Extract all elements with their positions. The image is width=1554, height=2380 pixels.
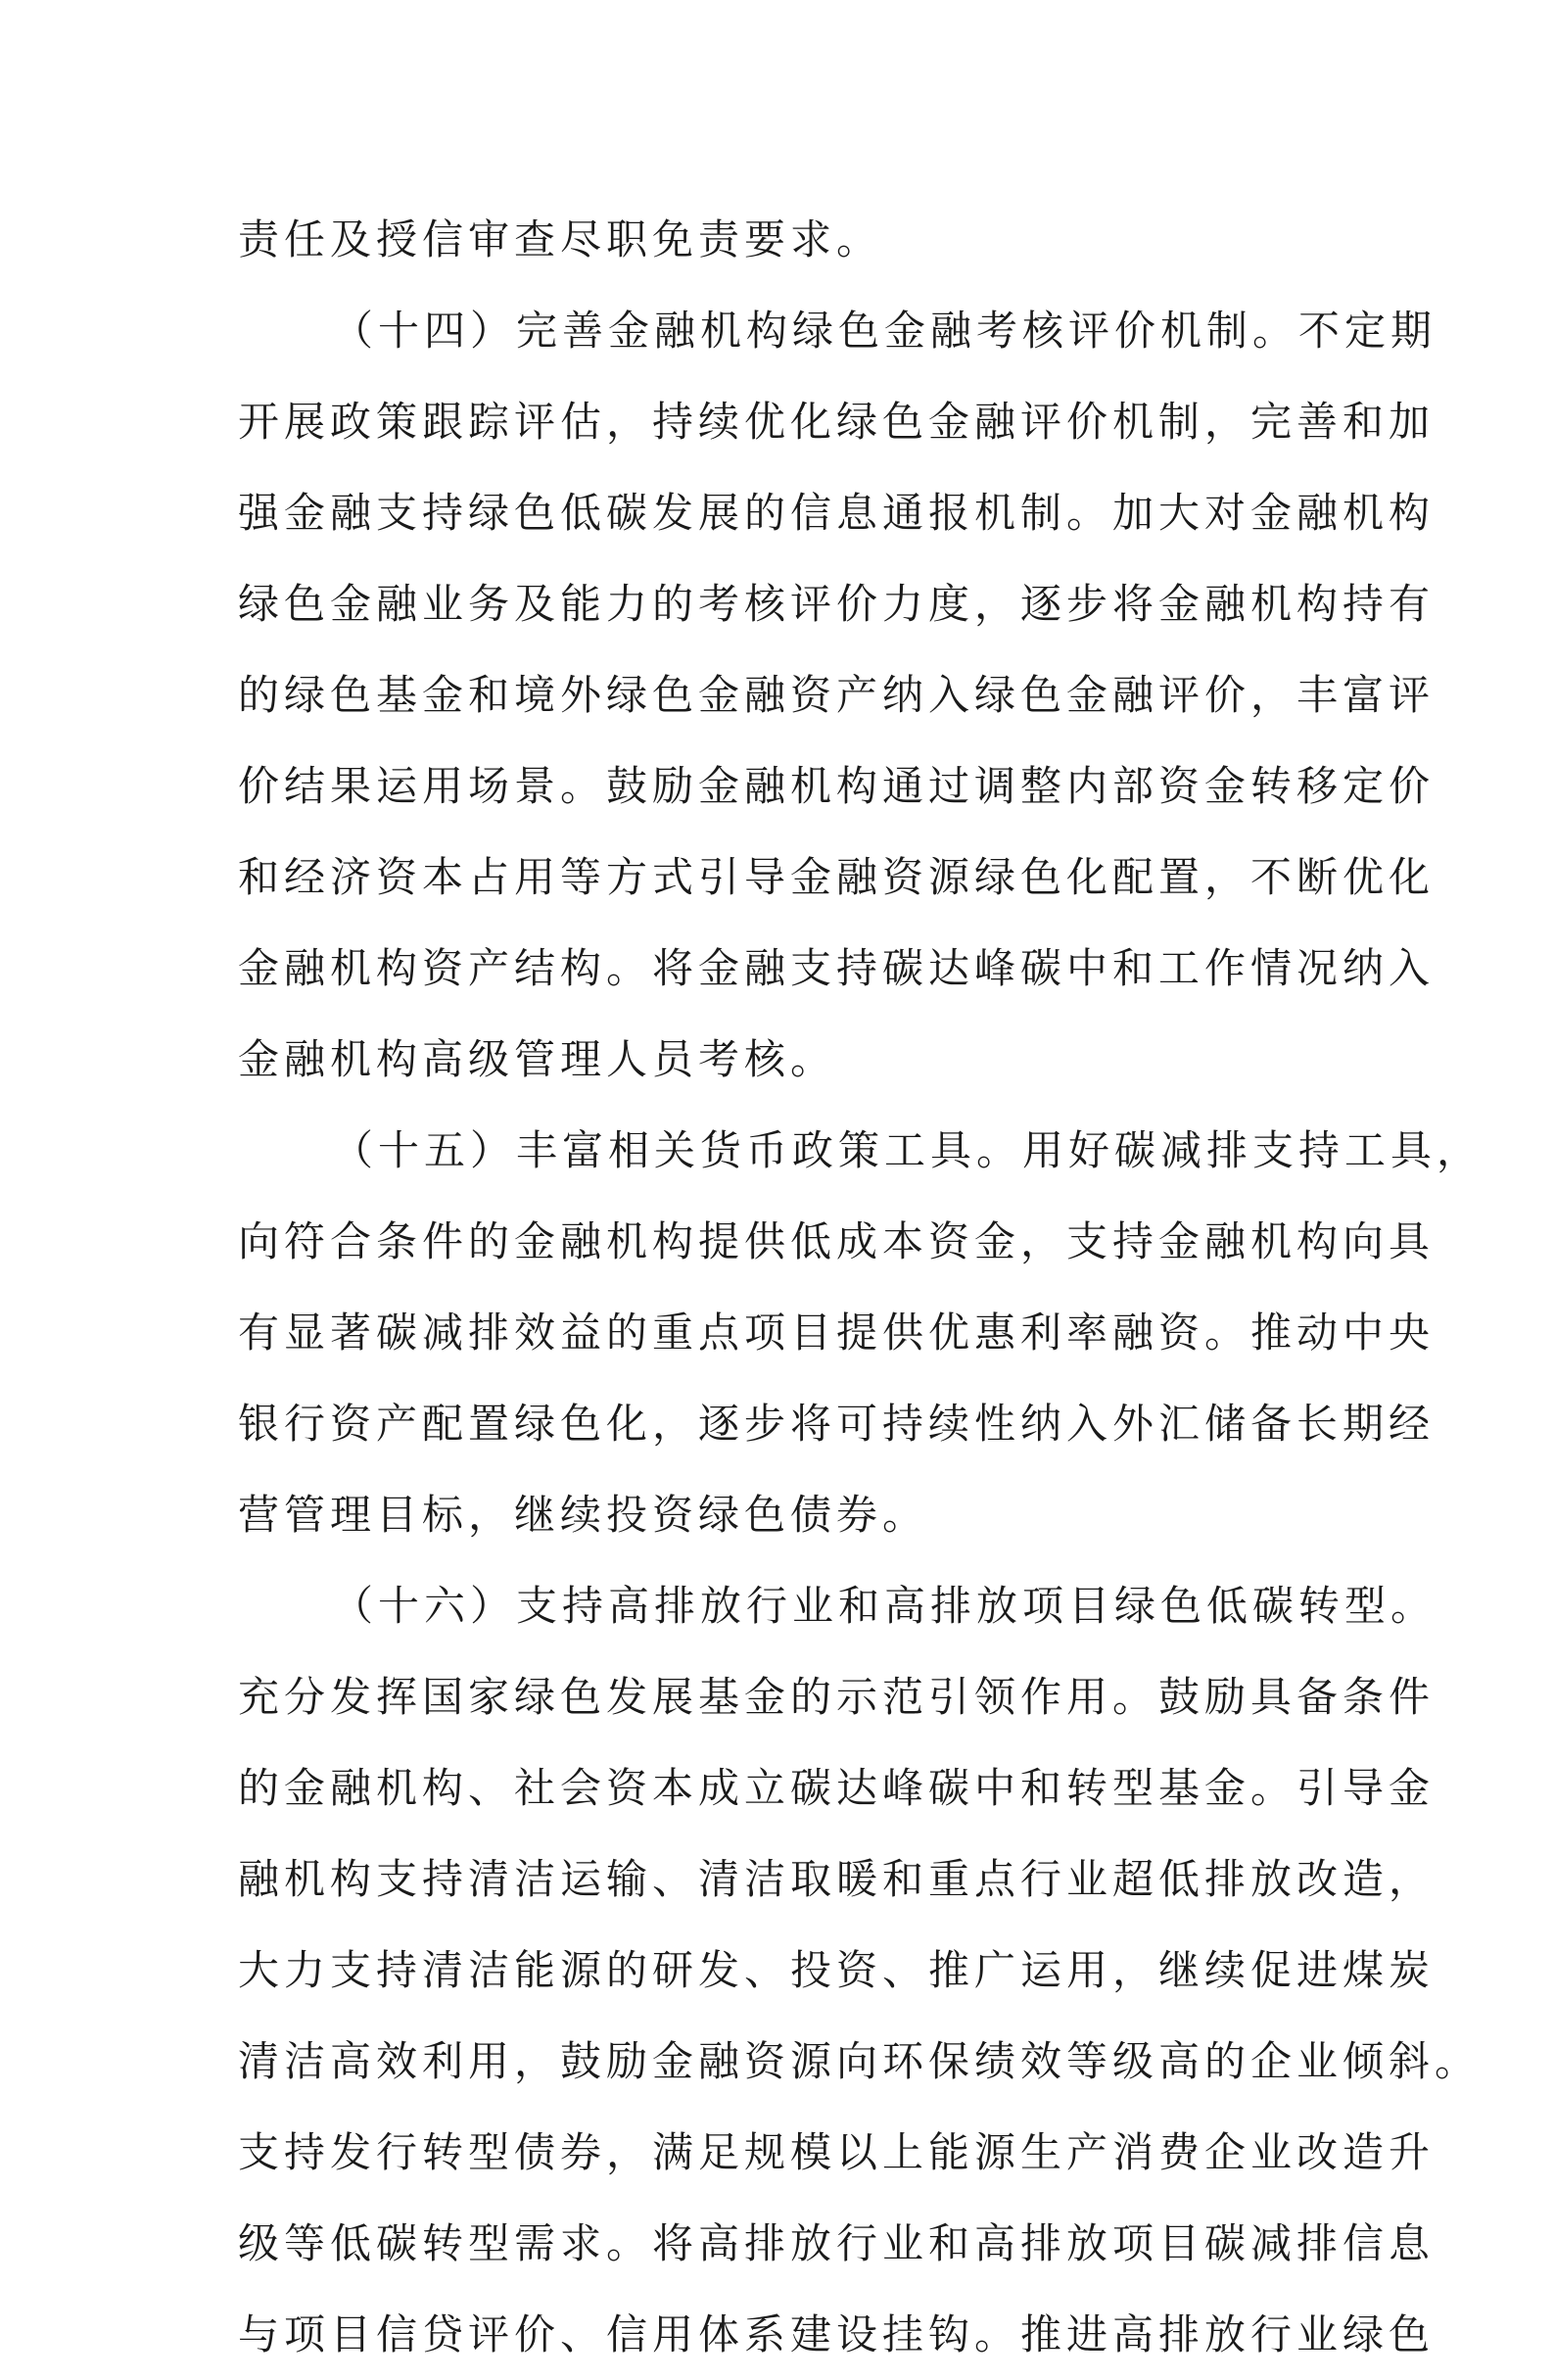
text-line: （十六）支持高排放行业和高排放项目绿色低碳转型。 [332,1582,1437,1630]
text-line: 和经济资本占用等方式引导金融资源绿色化配置，不断优化 [238,853,1436,901]
text-line: 金融机构高级管理人员考核。 [238,1035,837,1083]
text-line: 银行资产配置绿色化，逐步将可持续性纳入外汇储备长期经 [238,1400,1436,1448]
text-line: 金融机构资产结构。将金融支持碳达峰碳中和工作情况纳入 [238,944,1436,992]
text-line: 向符合条件的金融机构提供低成本资金，支持金融机构向具 [238,1217,1436,1265]
text-line: 大力支持清洁能源的研发、投资、推广运用，继续促进煤炭 [238,1946,1436,1994]
text-line: 与项目信贷评价、信用体系建设挂钩。推进高排放行业绿色 [238,2310,1436,2358]
text-line: 营管理目标，继续投资绿色债券。 [238,1491,929,1539]
text-line: 有显著碳减排效益的重点项目提供优惠利率融资。推动中央 [238,1309,1436,1357]
text-line: 融机构支持清洁运输、清洁取暖和重点行业超低排放改造， [238,1855,1436,1903]
text-line: 支持发行转型债券，满足规模以上能源生产消费企业改造升 [238,2128,1436,2176]
text-line: 强金融支持绿色低碳发展的信息通报机制。加大对金融机构 [238,489,1436,537]
text-line: 清洁高效利用，鼓励金融资源向环保绩效等级高的企业倾斜。 [238,2037,1482,2085]
text-line: 的绿色基金和境外绿色金融资产纳入绿色金融评价，丰富评 [238,671,1436,719]
text-line: 价结果运用场景。鼓励金融机构通过调整内部资金转移定价 [238,762,1436,810]
text-line: 责任及授信审查尽职免责要求。 [238,215,883,263]
text-line: （十四）完善金融机构绿色金融考核评价机制。不定期 [332,307,1437,355]
text-line: 的金融机构、社会资本成立碳达峰碳中和转型基金。引导金 [238,1764,1436,1812]
text-line: 级等低碳转型需求。将高排放行业和高排放项目碳减排信息 [238,2219,1436,2267]
text-line: 充分发挥国家绿色发展基金的示范引领作用。鼓励具备条件 [238,1673,1436,1721]
document-body [238,194,1483,2380]
text-line: （十五）丰富相关货币政策工具。用好碳减排支持工具， [332,1126,1483,1174]
text-line: 开展政策跟踪评估，持续优化绿色金融评价机制，完善和加 [238,398,1436,446]
text-line: 绿色金融业务及能力的考核评价力度，逐步将金融机构持有 [238,580,1436,628]
